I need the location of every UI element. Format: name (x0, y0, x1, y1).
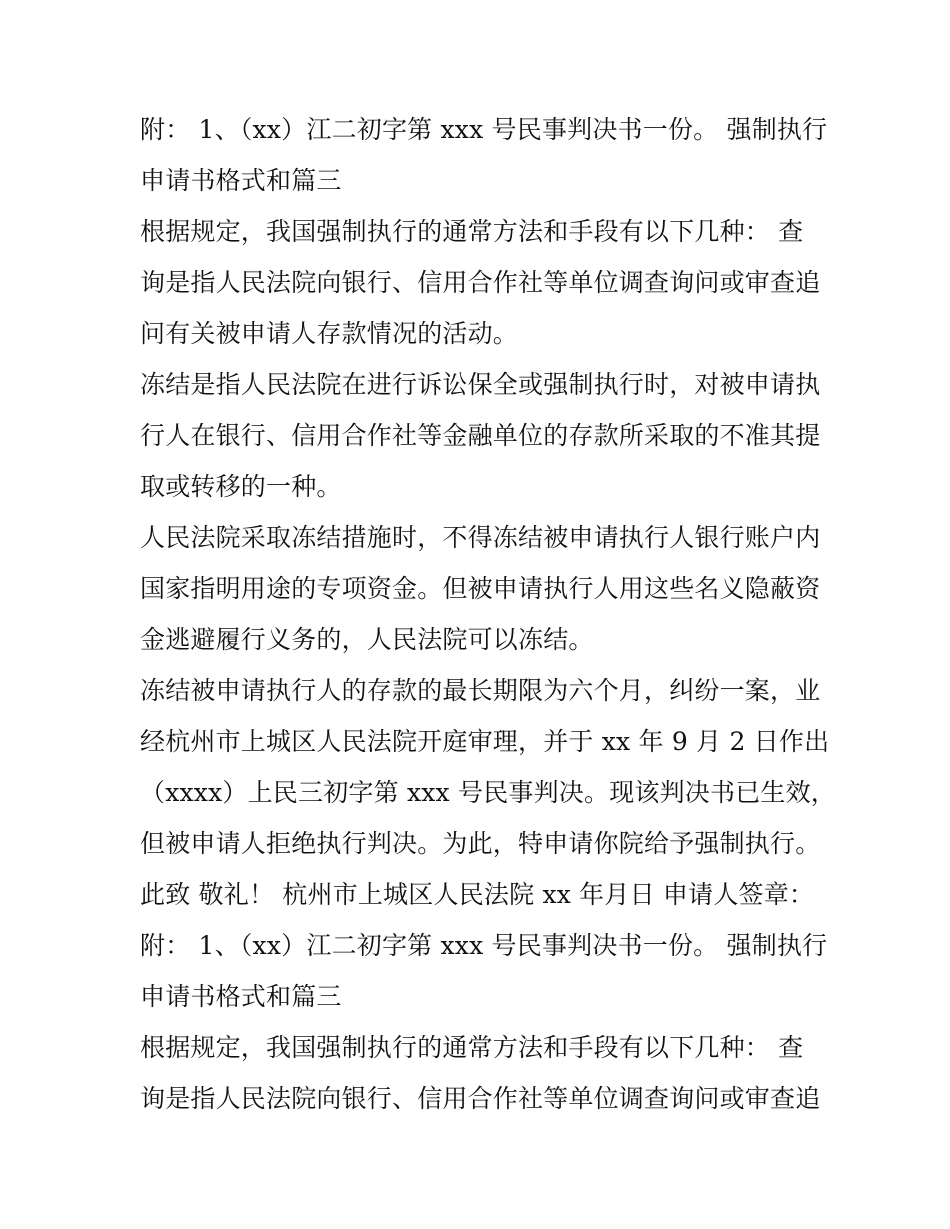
text-line: 人民法院采取冻结措施时，不得冻结被申请执行人银行账户内 (140, 523, 821, 552)
text-line: 金逃避履行义务的，人民法院可以冻结。 (140, 625, 594, 654)
text-line: 经杭州市上城区人民法院开庭审理，并于 xx 年 9 月 2 日作出 (140, 727, 830, 756)
text-line: 冻结是指人民法院在进行诉讼保全或强制执行时，对被申请执 (140, 370, 821, 399)
text-line: 附： 1、（xx）江二初字第 xxx 号民事判决书一份。 强制执行 (140, 931, 828, 960)
text-line: 冻结被申请执行人的存款的最长期限为六个月，纠纷一案，业 (140, 676, 821, 705)
text-line: 行人在银行、信用合作社等金融单位的存款所采取的不准其提 (140, 421, 821, 450)
text-line: 询是指人民法院向银行、信用合作社等单位调查询问或审查追 (140, 1084, 821, 1113)
text-line: 附： 1、（xx）江二初字第 xxx 号民事判决书一份。 强制执行 (140, 115, 828, 144)
text-line: 但被申请人拒绝执行判决。为此，特申请你院给予强制执行。 (140, 829, 821, 858)
text-line: 根据规定，我国强制执行的通常方法和手段有以下几种： 查 (140, 217, 804, 246)
text-line: 申请书格式和篇三 (140, 166, 342, 195)
text-line: 国家指明用途的专项资金。但被申请执行人用这些名义隐蔽资 (140, 574, 821, 603)
text-line: 根据规定，我国强制执行的通常方法和手段有以下几种： 查 (140, 1033, 804, 1062)
text-line: 申请书格式和篇三 (140, 982, 342, 1011)
text-line: （xxxx）上民三初字第 xxx 号民事判决。现该判决书已生效， (140, 778, 836, 807)
text-line: 询是指人民法院向银行、信用合作社等单位调查询问或审查追 (140, 268, 821, 297)
text-line: 问有关被申请人存款情况的活动。 (140, 319, 519, 348)
text-line: 此致 敬礼！ 杭州市上城区人民法院 xx 年月日 申请人签章： (140, 880, 815, 909)
document-body (140, 104, 836, 1124)
text-line: 取或转移的一种。 (140, 472, 342, 501)
